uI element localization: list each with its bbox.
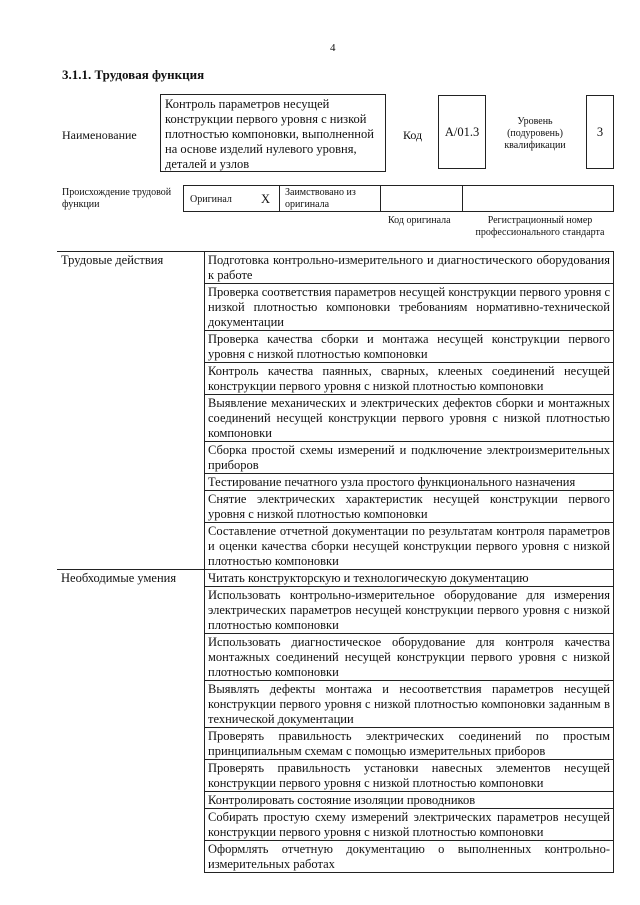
skill-item: Проверять правильность электрических соединений по простым принципиальным схемам с помощью измерительных приборов: [205, 728, 614, 760]
table-row: [57, 570, 614, 587]
skill-item: Читать конструкторскую и технологическую документацию: [205, 570, 614, 587]
origin-row: [183, 185, 614, 212]
labor-action-item: Выявление механических и электрических дефектов сборки и монтажных соединений несущей конструкции первого уровня с низкой плотностью компоновки: [205, 395, 614, 442]
code-label: Код: [403, 128, 423, 142]
function-name-value: Контроль параметров несущей конструкции первого уровня с низкой плотностью компоновки, выполненной на основе изделий нулевого уровня, деталей и узлов: [165, 97, 374, 171]
labor-actions-label: Трудовые действия: [57, 252, 205, 570]
borrowed-label: Заимствовано из оригинала: [285, 187, 356, 210]
section-title: 3.1.1. Трудовая функция: [62, 67, 205, 82]
labor-action-item: Сборка простой схемы измерений и подключение электроизмерительных приборов: [205, 442, 614, 474]
labor-action-item: Подготовка контрольно-измерительного и диагностического оборудования к работе: [205, 252, 614, 284]
origin-divider-3: [462, 185, 463, 212]
skill-item: Контролировать состояние изоляции проводников: [205, 792, 614, 809]
name-label: Наименование: [62, 128, 137, 142]
labor-action-item: Проверка соответствия параметров несущей конструкции первого уровня с низкой плотностью компоновки требованиям нормативно-технической документации: [205, 284, 614, 331]
origin-label: Происхождение трудовой функции: [62, 187, 172, 210]
level-box: [586, 95, 614, 169]
functions-table: [57, 251, 614, 873]
labor-action-item: Проверка качества сборки и монтажа несущей конструкции первого уровня с низкой плотностью компоновки: [205, 331, 614, 363]
original-mark: X: [261, 192, 271, 206]
table-row: [57, 252, 614, 284]
function-name-box: [160, 94, 386, 172]
labor-action-item: Снятие электрических характеристик несущей конструкции первого уровня с низкой плотностью компоновки: [205, 491, 614, 523]
skill-item: Использовать диагностическое оборудование для контроля качества монтажных соединений несущей конструкции первого уровня с низкой плотностью компоновки: [205, 634, 614, 681]
origin-divider-1: [279, 185, 280, 212]
origin-divider-2: [380, 185, 381, 212]
page-number: 4: [330, 42, 336, 54]
level-label: Уровень (подуровень) квалификации: [504, 116, 566, 151]
labor-action-item: Тестирование печатного узла простого функционального назначения: [205, 474, 614, 491]
skill-item: Оформлять отчетную документацию о выполненных контрольно-измерительных работах: [205, 841, 614, 873]
skill-item: Проверять правильность установки навесных элементов несущей конструкции первого уровня с низкой плотностью компоновки: [205, 760, 614, 792]
code-box: [438, 95, 486, 169]
reg-number-caption: Регистрационный номер профессионального стандарта: [475, 215, 605, 238]
skill-item: Выявлять дефекты монтажа и несоответствия параметров несущей конструкции первого уровня с низкой плотностью компоновки заданным в технической документации: [205, 681, 614, 728]
labor-action-item: Контроль качества паянных, сварных, клееных соединений несущей конструкции первого уровня с низкой плотностью компоновки: [205, 363, 614, 395]
code-value: A/01.3: [444, 124, 480, 139]
skill-item: Использовать контрольно-измерительное оборудование для измерения электрических параметров несущей конструкции первого уровня с низкой плотностью компоновки: [205, 587, 614, 634]
original-label: Оригинал: [190, 194, 232, 205]
level-value: 3: [596, 124, 604, 139]
required-skills-label: Необходимые умения: [57, 570, 205, 873]
skill-item: Собирать простую схему измерений электрических параметров несущей конструкции первого уровня с низкой плотностью компоновки: [205, 809, 614, 841]
code-original-caption: Код оригинала: [388, 215, 451, 226]
labor-action-item: Составление отчетной документации по результатам контроля параметров и оценки качества сборки несущей конструкции первого уровня с низкой плотностью компоновки: [205, 523, 614, 570]
